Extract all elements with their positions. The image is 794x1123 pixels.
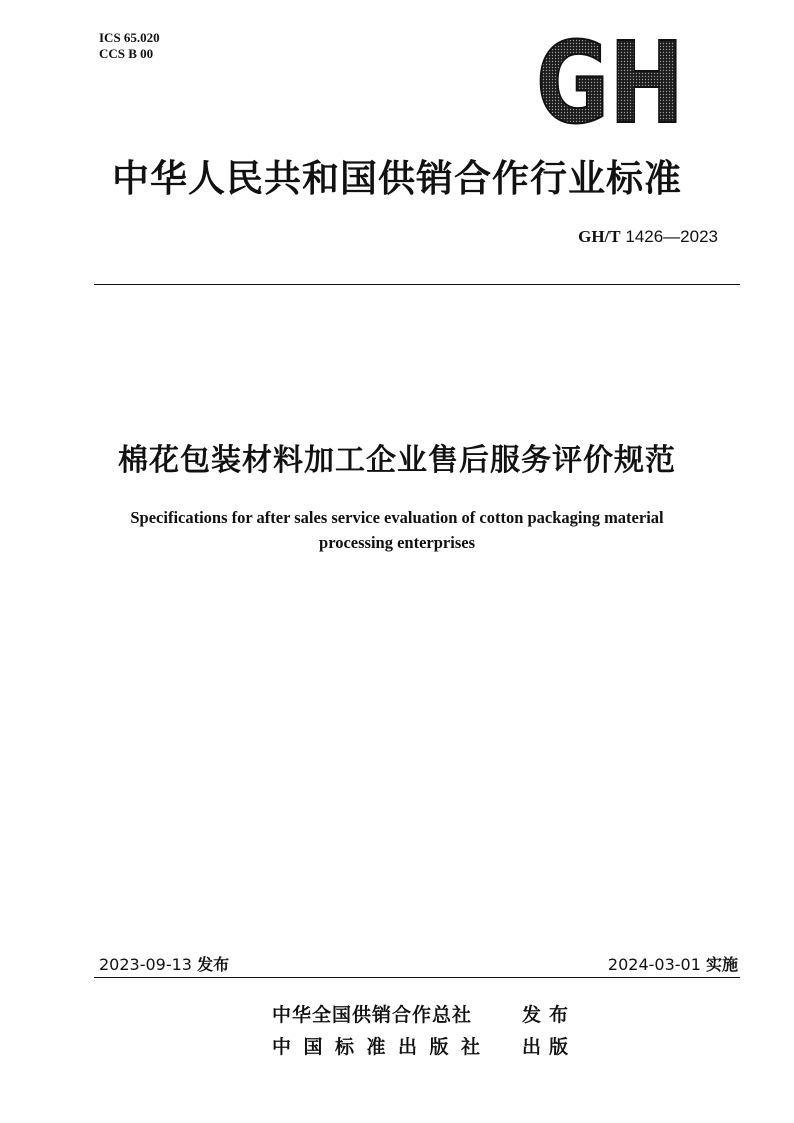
document-title-english (0, 505, 794, 555)
issue-date-value: 2023-09-13 (99, 955, 192, 974)
printer-role: 出版 (522, 1036, 577, 1058)
gh-logo-graphic (530, 19, 690, 149)
classification-codes (99, 30, 160, 62)
title-en-line-2: processing enterprises (319, 533, 475, 552)
gh-logo-text: GH (536, 19, 684, 149)
effective-date-label: 实施 (705, 955, 738, 974)
printer-name: 中国标准出版社 (272, 1036, 493, 1058)
publisher-name: 中华全国供销合作总社 (272, 1004, 473, 1026)
header-divider (94, 284, 740, 285)
ics-code: ICS 65.020 (99, 30, 160, 45)
gh-logo (530, 19, 690, 149)
ccs-code: CCS B 00 (99, 46, 154, 61)
effective-date-value: 2024-03-01 (607, 955, 701, 974)
footer-divider (94, 977, 740, 978)
issue-date-label: 发布 (197, 955, 230, 974)
title-en-line-1: Specifications for after sales service evaluation of cotton packaging material (130, 508, 664, 527)
issuer-title: 中华人民共和国供销合作行业标准 (112, 157, 682, 200)
publisher-role: 发布 (522, 1004, 577, 1026)
issue-date (99, 952, 229, 975)
effective-date (608, 952, 738, 975)
standard-code: 1426—2023 (625, 227, 718, 246)
document-title-chinese: 棉花包装材料加工企业售后服务评价规范 (118, 443, 676, 478)
standard-number (578, 227, 718, 247)
standard-prefix: GH/T (578, 227, 621, 246)
